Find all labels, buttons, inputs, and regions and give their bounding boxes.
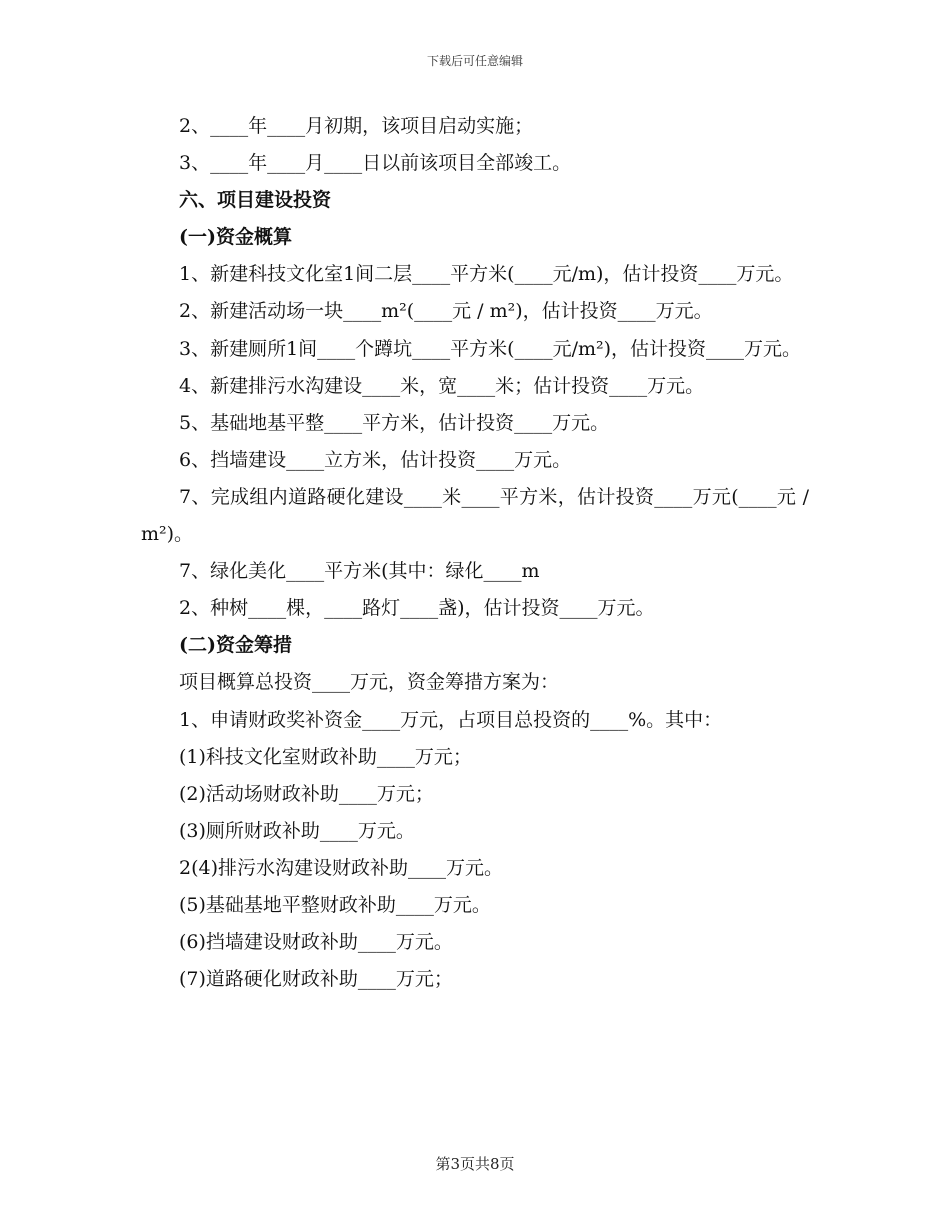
- paragraph-start-date: 2、____年____月初期，该项目启动实施；: [179, 115, 534, 137]
- paragraph-subsidy-request: 1、申请财政奖补资金____万元，占项目总投资的____%。其中：: [179, 708, 723, 731]
- paragraph-drainage: 4、新建排污水沟建设____米，宽____米；估计投资____万元。: [179, 374, 705, 397]
- section-heading-investment: 六、项目建设投资: [179, 189, 332, 212]
- paragraph-subsidy-toilet: (3)厕所财政补助____万元。: [179, 819, 415, 842]
- paragraph-toilet: 3、新建厕所1间____个蹲坑____平方米(____元/m²)，估计投资____万元。: [179, 337, 802, 360]
- paragraph-completion-date: 3、____年____月____日以前该项目全部竣工。: [179, 152, 572, 175]
- paragraph-retaining-wall: 6、挡墙建设____立方米，估计投资____万元。: [179, 448, 572, 471]
- document-body: [141, 108, 816, 998]
- paragraph-subsidy-road: (7)道路硬化财政补助____万元；: [179, 968, 453, 991]
- paragraph-greening: 7、绿化美化____平方米(其中：绿化____m: [179, 560, 540, 583]
- paragraph-subsidy-retaining-wall: (6)挡墙建设财政补助____万元。: [179, 931, 453, 954]
- paragraph-total-investment: 项目概算总投资____万元，资金筹措方案为：: [179, 671, 560, 694]
- paragraph-foundation: 5、基础地基平整____平方米，估计投资____万元。: [179, 411, 610, 434]
- paragraph-trees-lights: 2、种树____棵，____路灯____盏)，估计投资____万元。: [179, 597, 655, 620]
- page-header-note: 下载后可任意编辑: [426, 54, 523, 68]
- paragraph-subsidy-activity-field: (2)活动场财政补助____万元；: [179, 782, 434, 805]
- paragraph-culture-room: 1、新建科技文化室1间二层____平方米(____元/m)，估计投资____万元。: [179, 263, 794, 286]
- paragraph-road-hardening: 7、完成组内道路硬化建设____米____平方米，估计投资____万元(____元 / m²)。: [141, 485, 816, 546]
- paragraph-subsidy-culture-room: (1)科技文化室财政补助____万元；: [179, 745, 472, 768]
- paragraph-activity-field: 2、新建活动场一块____m²(____元 / m²)，估计投资____万元。: [179, 300, 713, 323]
- subsection-heading-budget: (一)资金概算: [179, 226, 292, 249]
- page-number-footer: 第3页共8页: [435, 1155, 515, 1173]
- paragraph-subsidy-drainage: 2(4)排污水沟建设财政补助____万元。: [179, 856, 504, 879]
- paragraph-subsidy-foundation: (5)基础基地平整财政补助____万元。: [179, 893, 491, 916]
- subsection-heading-financing: (二)资金筹措: [179, 634, 292, 657]
